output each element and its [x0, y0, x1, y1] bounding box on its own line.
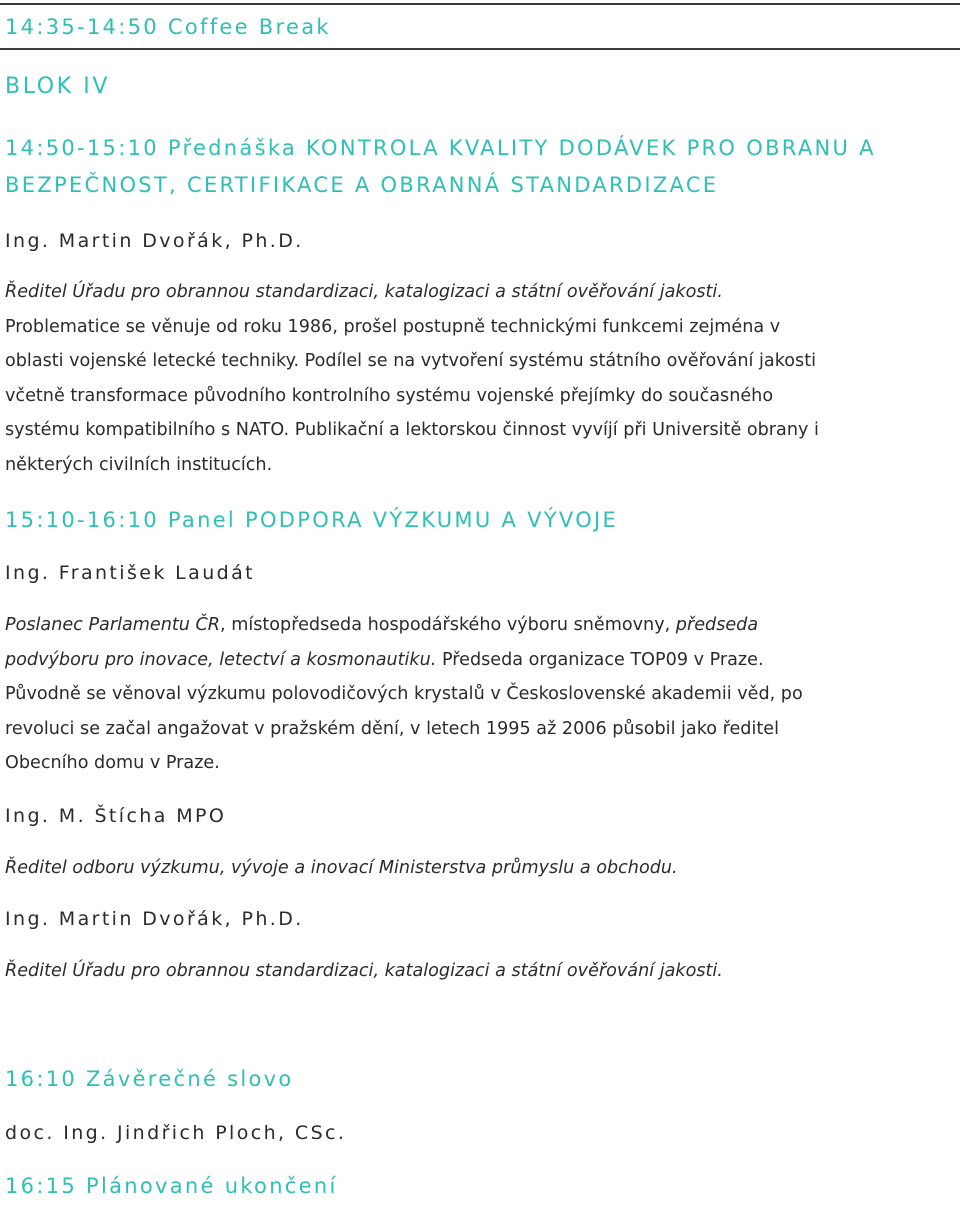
talk-bio-line: některých civilních institucích.: [5, 454, 273, 475]
talk-title-line-2: BEZPEČNOST, CERTIFIKACE A OBRANNÁ STANDARDIZACE: [5, 173, 719, 197]
panel-bio-text: Předseda organizace TOP09 v Praze.: [436, 649, 764, 670]
panel-bio-line: [5, 643, 940, 678]
talk-bio-line: včetně transformace původního kontrolního systému vojenské přejímky do současného: [5, 385, 774, 406]
panel-bio-line: revoluci se začal angažovat v pražském dění, v letech 1995 až 2006 působil jako ředitel: [5, 718, 779, 739]
panel-bio-role: Poslanec Parlamentu ČR: [5, 615, 221, 635]
talk-bio-line: oblasti vojenské letecké techniky. Podílel se na vytvoření systému státního ověřování jakosti: [5, 351, 816, 372]
panel-bio-role: předseda: [675, 615, 759, 635]
talk-bio-role: Ředitel Úřadu pro obrannou standardizaci, katalogizaci a státní ověřování jakosti.: [5, 282, 723, 302]
panel-speaker-2-bio: Ředitel odboru výzkumu, vývoje a inovací Ministerstva průmyslu a obchodu.: [5, 858, 678, 878]
talk-bio-line: systému kompatibilního s NATO. Publikační a lektorskou činnost vyvíjí při Universitě obrany i: [5, 420, 819, 441]
panel-speaker-1-bio: [5, 608, 940, 781]
closing-speaker-name: doc. Ing. Jindřich Ploch, CSc.: [5, 1122, 347, 1144]
panel-speaker-2-name: Ing. M. Štícha MPO: [5, 805, 227, 827]
talk-title-line-1: 14:50-15:10 Přednáška KONTROLA KVALITY DODÁVEK PRO OBRANU A: [5, 136, 876, 160]
talk-speaker-name: Ing. Martin Dvořák, Ph.D.: [5, 230, 304, 252]
panel-bio-role: podvýboru pro inovace, letectví a kosmonautiku.: [5, 649, 437, 670]
top-rule: [0, 3, 960, 5]
panel-speaker-1-name: Ing. František Laudát: [5, 562, 256, 584]
panel-bio-line: [5, 608, 940, 643]
panel-title: 15:10-16:10 Panel PODPORA VÝZKUMU A VÝVOJE: [5, 508, 619, 532]
closing-title: 16:10 Závěrečné slovo: [5, 1067, 294, 1091]
panel-bio-line: Obecního domu v Praze.: [5, 753, 220, 774]
coffee-break-rule: [0, 48, 960, 50]
talk-speaker-bio: [5, 275, 940, 483]
block-heading: BLOK IV: [5, 74, 111, 99]
panel-bio-line: Původně se věnoval výzkumu polovodičových krystalů v Československé akademii věd, po: [5, 684, 803, 705]
panel-bio-text: , místopředseda hospodářského výboru sněmovny,: [220, 615, 676, 635]
coffee-break-heading: 14:35-14:50 Coffee Break: [5, 15, 331, 39]
panel-speaker-3-bio: Ředitel Úřadu pro obrannou standardizaci, katalogizaci a státní ověřování jakosti.: [5, 961, 723, 981]
panel-speaker-3-name: Ing. Martin Dvořák, Ph.D.: [5, 908, 304, 930]
end-title: 16:15 Plánované ukončení: [5, 1174, 338, 1198]
talk-bio-line: Problematice se věnuje od roku 1986, prošel postupně technickými funkcemi zejména v: [5, 316, 781, 337]
